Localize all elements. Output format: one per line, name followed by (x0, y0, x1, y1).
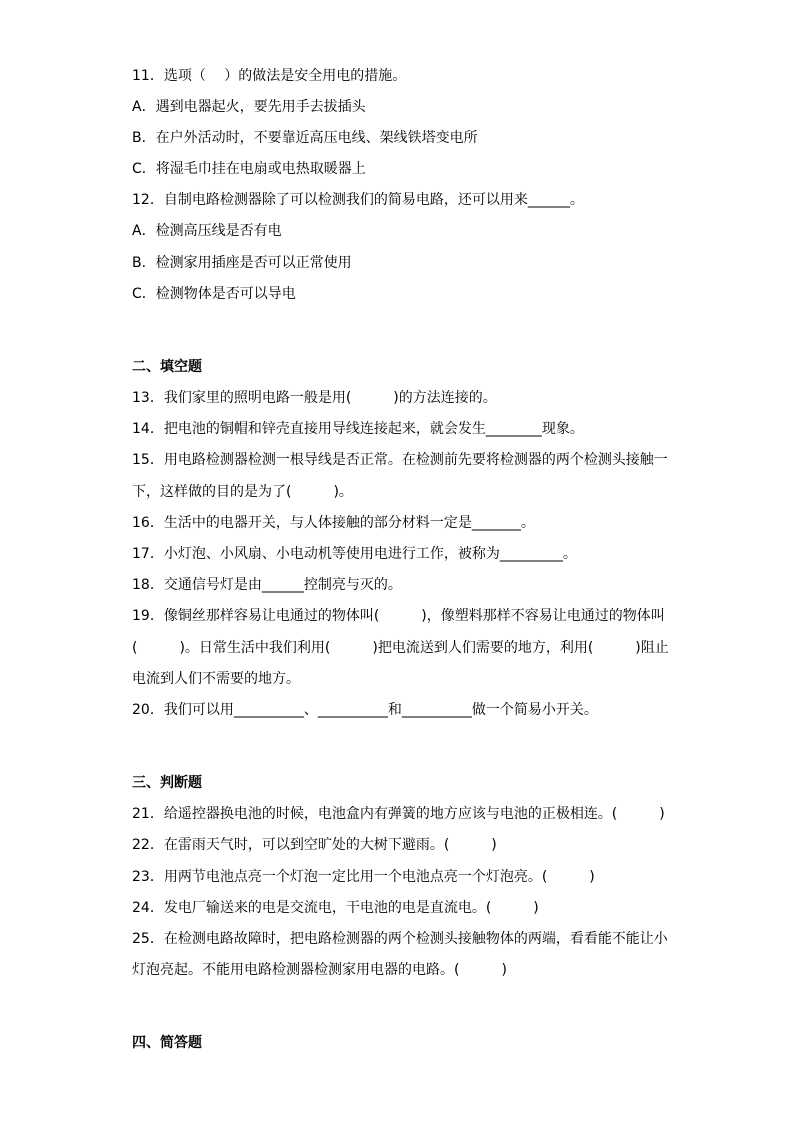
q16: 16．生活中的电器开关，与人体接触的部分材料一定是_______。 (132, 515, 535, 531)
q14: 14．把电池的铜帽和锌壳直接用导线连接起来，就会发生________现象。 (132, 421, 584, 437)
q13: 13．我们家里的照明电路一般是用( )的方法连接的。 (132, 390, 497, 406)
q18: 18．交通信号灯是由______控制亮与灭的。 (132, 577, 402, 593)
q12-option-b: B．检测家用插座是否可以正常使用 (132, 255, 352, 271)
section-heading-fill-blank: 二、填空题 (132, 359, 202, 375)
q25-line-2: 灯泡亮起。不能用电路检测器检测家用电器的电路。( ) (132, 962, 507, 978)
q25-line-1: 25．在检测电路故障时，把电路检测器的两个检测头接触物体的两端，看看能不能让小 (132, 931, 668, 947)
q21: 21．给遥控器换电池的时候，电池盒内有弹簧的地方应该与电池的正极相连。( ) (132, 806, 665, 822)
q23: 23．用两节电池点亮一个灯泡一定比用一个电池点亮一个灯泡亮。( ) (132, 869, 595, 885)
section-heading-true-false: 三、判断题 (132, 775, 202, 791)
q24: 24．发电厂输送来的电是交流电，干电池的电是直流电。( ) (132, 900, 539, 916)
q20: 20．我们可以用__________、__________和__________做一个简易小开关。 (132, 702, 598, 718)
q11-option-c: C．将湿毛巾挂在电扇或电热取暖器上 (132, 161, 366, 177)
q11-stem: 11．选项（ ）的做法是安全用电的措施。 (132, 68, 407, 84)
section-heading-short-answer: 四、简答题 (132, 1035, 202, 1051)
q12-stem: 12．自制电路检测器除了可以检测我们的简易电路，还可以用来______。 (132, 192, 584, 208)
q17: 17．小灯泡、小风扇、小电动机等使用电进行工作，被称为_________。 (132, 546, 577, 562)
q11-option-b: B．在户外活动时，不要靠近高压电线、架线铁塔变电所 (132, 130, 478, 146)
q19-line-3: 电流到人们不需要的地方。 (132, 671, 300, 687)
q11-option-a: A．遇到电器起火，要先用手去拔插头 (132, 99, 366, 115)
q19-line-2: ( )。日常生活中我们利用( )把电流送到人们需要的地方，利用( )阻止 (132, 640, 669, 656)
q12-option-a: A．检测高压线是否有电 (132, 223, 282, 239)
q22: 22．在雷雨天气时，可以到空旷处的大树下避雨。( ) (132, 837, 497, 853)
q15-line-1: 15．用电路检测器检测一根导线是否正常。在检测前先要将检测器的两个检测头接触一 (132, 452, 668, 468)
q19-line-1: 19．像铜丝那样容易让电通过的物体叫( )，像塑料那样不容易让电通过的物体叫 (132, 608, 665, 624)
q12-option-c: C．检测物体是否可以导电 (132, 286, 296, 302)
q15-line-2: 下，这样做的目的是为了( )。 (132, 484, 353, 500)
